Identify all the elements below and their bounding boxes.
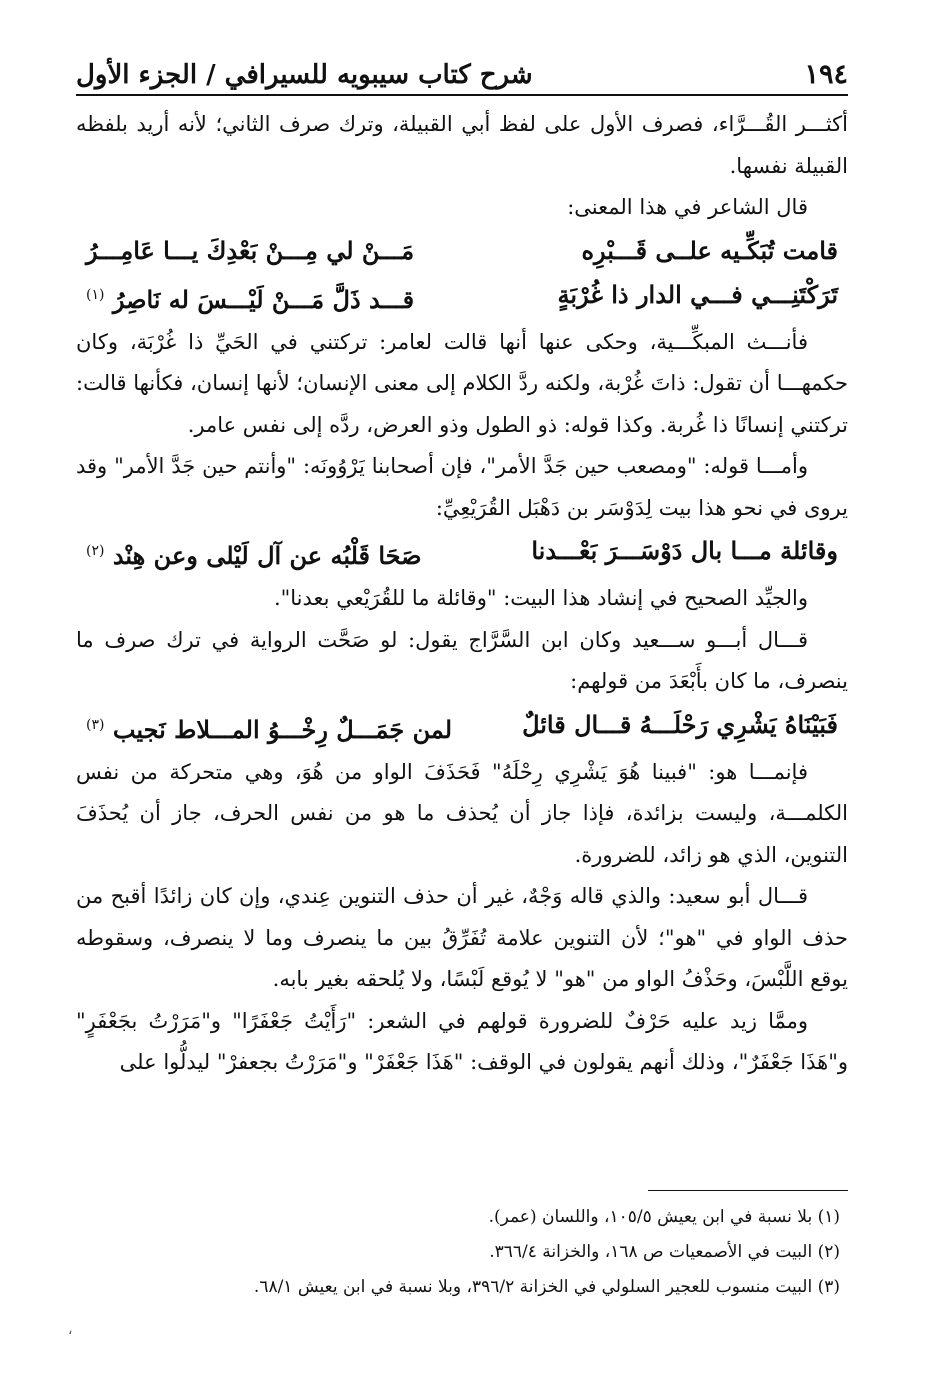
- footnote-ref-3: (٣): [86, 716, 105, 733]
- verse-4: [76, 703, 848, 752]
- paragraph-7: فإنمـــا هو: "فبينا هُوَ يَشْرِي رِحْلَهُ" فَحَذَفَ الواو من هُوَ، وهي متحركة من نفس الكلمـــة، وليست بزائدة، فإذا جاز أن يُحذف ما هو من نفس الحرف، جاز أن يُحذَفَ التنوين، الذي هو زائد، للضرورة.: [76, 759, 848, 867]
- verse-2-first-hemistich: تَرَكْتَنِـــي فـــي الدار ذا غُرْبَةٍ: [557, 279, 838, 309]
- footnote-1: (١) بلا نسبة في ابن يعيش ١٠٥/٥، واللسان (عمر).: [488, 1207, 840, 1227]
- verse-1-second-hemistich: مَـــنْ لي مِـــنْ بَعْدِكَ يـــا عَامِـــرُ: [86, 235, 415, 265]
- verse-2: [76, 273, 848, 322]
- footnote-ref-1: (١): [86, 286, 105, 303]
- footnote-2: (٢) البيت في الأصمعيات ص ١٦٨، والخزانة ٣٦٦/٤.: [489, 1242, 840, 1262]
- verse-2-second-hemistich: [86, 273, 414, 322]
- paragraph-2: قال الشاعر في هذا المعنى:: [567, 195, 808, 219]
- verse-3-second-hemistich: [86, 529, 422, 578]
- verse-2-second-text: قـــد ذَلَّ مَـــنْ لَيْـــسَ له نَاصِرُ: [112, 284, 415, 314]
- paragraph-3: فأنـــث المبكِّـــية، وحكى عنها أنها قالت لعامر: تركتني في الحَيِّ ذا غُرْبَة، وكان حكمهـــا أن تقول: ذاتَ غُرْبة، ولكنه ردَّ الكلام إلى معنى الإنسان؛ لأنها إنسان، فكأنها قالت: تركتني إنسانًا ذا غُربة. وكذا قوله: ذو الطول وذو العرض، ردَّه إلى نفس عامر.: [76, 329, 848, 437]
- paragraph-4: وأمـــا قوله: "ومصعب حين جَدَّ الأمر"، فإن أصحابنا يَرْوُونَه: "وأنتم حين جَدَّ الأمر" وقد يروى في نحو هذا بيت لِدَوْسَر بن دَهْبَل القُرَيْعِيِّ:: [76, 454, 848, 520]
- verse-1-first-hemistich: قامت تُبَكِّـيه علــى قَـــبْرِه: [581, 235, 838, 265]
- paragraph-5: والجيِّد الصحيح في إنشاد هذا البيت: "وقائلة ما للقُرَيْعي بعدنا".: [273, 586, 808, 610]
- paragraph-9: وممَّا زيد عليه حَرْفٌ للضرورة قولهم في الشعر: "رَأَيْتُ جَعْفَرًا" و"مَرَرْتُ بجَعْفَرٍ" و"هَذَا جَعْفَرٌ"، وذلك أنهم يقولون في الوقف: "هَذَا جَعْفَرْ" و"مَرَرْتُ بجعفرْ" ليدلُّوا على: [76, 1008, 848, 1074]
- paragraph-6: قـــال أبـــو ســـعيد وكان ابن السَّرَّاج يقول: لو صَحَّت الرواية في ترك صرف ما ينصرف، ما كان بأَبْعَدَ من قولهم:: [76, 627, 848, 693]
- verse-4-first-hemistich: فَبَيْنَاهُ يَشْرِي رَحْلَـــهُ قـــال قائلٌ: [522, 709, 838, 739]
- page-number: ١٩٤: [804, 59, 848, 90]
- verse-4-second-text: لمن جَمَـــلٌ رِخْـــوُ المـــلاط نَجيب: [112, 714, 453, 744]
- footnote-ref-2: (٢): [86, 543, 105, 559]
- verse-3: [76, 529, 848, 578]
- page-header: [76, 40, 848, 96]
- main-text: [76, 104, 848, 1084]
- stray-mark: ،: [68, 1322, 73, 1338]
- running-title: شرح كتاب سيبويه للسيرافي / الجزء الأول: [76, 60, 533, 90]
- verse-4-second-hemistich: [86, 703, 452, 752]
- footnote-3: (٣) البيت منسوب للعجير السلولي في الخزانة ٣٩٦/٢، وبلا نسبة في ابن يعيش ٦٨/١.: [253, 1277, 840, 1297]
- verse-1: [76, 229, 848, 273]
- paragraph-8: قـــال أبو سعيد: والذي قاله وَجْهٌ، غير أن حذف التنوين عِندي، وإن كان زائدًا أقبح من حذف الواو في "هو"؛ لأن التنوين علامة تُفَرِّقُ بين ما ينصرف وما لا ينصرف، وسقوطه يوقع اللَّبْسَ، وحَذْفُ الواو من "هو" لا يُوقع لَبْسًا، ولا يُلحقه بغير بابه.: [76, 884, 848, 991]
- paragraph-1: أكثـــر القُـــرَّاء، فصرف الأول على لفظ أبي القبيلة، وترك صرف الثاني؛ لأنه أريد بلفظه القبيلة نفسها.: [76, 112, 848, 178]
- verse-3-first-hemistich: وقائلة مـــا بال دَوْسَـــرَ بَعْـــدنا: [531, 536, 838, 565]
- footnotes: [76, 1200, 848, 1305]
- verse-3-second-text: صَحَا قَلْبُه عن آل لَيْلى وعن هِنْد: [112, 541, 422, 570]
- footnote-separator: [648, 1190, 848, 1191]
